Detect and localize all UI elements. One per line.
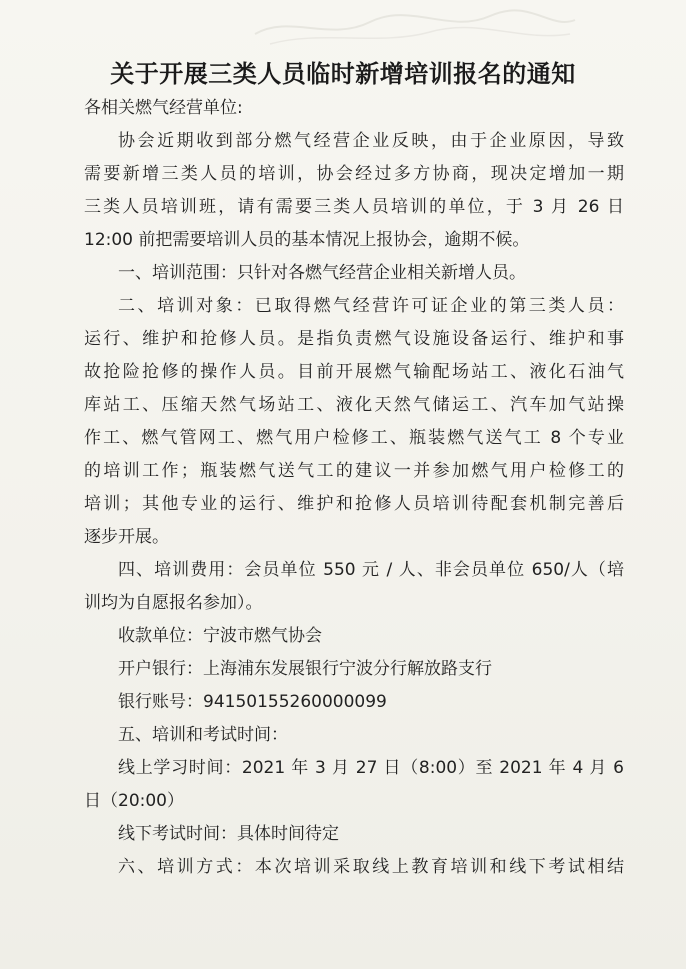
bank-name: 开户银行：上海浦东发展银行宁波分行解放路支行 — [118, 659, 492, 679]
document-title: 关于开展三类人员临时新增培训报名的通知 — [110, 59, 576, 88]
paragraph-line: 训均为自愿报名参加）。 — [84, 593, 263, 613]
offline-exam-time: 线下考试时间：具体时间待定 — [118, 824, 339, 844]
salutation: 各相关燃气经营单位: — [84, 98, 243, 118]
paragraph-line: 运行、维护和抢修人员。是指负责燃气设施设备运行、维护和事 — [84, 329, 624, 349]
paragraph-line: 需要新增三类人员的培训，协会经过多方协商，现决定增加一期 — [84, 164, 624, 184]
paragraph-line: 故抢险抢修的操作人员。目前开展燃气输配场站工、液化石油气 — [84, 362, 624, 382]
paragraph-line: 逐步开展。 — [84, 527, 169, 547]
bleed-through-mark — [250, 4, 580, 48]
paragraph-line: 培训；其他专业的运行、维护和抢修人员培训待配套机制完善后 — [84, 494, 624, 514]
section-method: 六、培训方式：本次培训采取线上教育培训和线下考试相结 — [118, 857, 624, 877]
bank-account: 银行账号：94150155260000099 — [118, 692, 387, 712]
paragraph-line: 库站工、压缩天然气场站工、液化天然气储运工、汽车加气站操 — [84, 395, 624, 415]
paragraph-line: 协会近期收到部分燃气经营企业反映，由于企业原因，导致 — [118, 131, 624, 151]
section-schedule: 五、培训和考试时间： — [118, 725, 288, 745]
paragraph-line: 三类人员培训班，请有需要三类人员培训的单位，于 3 月 26 日 — [84, 197, 624, 217]
paragraph-line: 作工、燃气管网工、燃气用户检修工、瓶装燃气送气工 8 个专业 — [84, 428, 624, 448]
online-study-time: 线上学习时间：2021 年 3 月 27 日（8:00）至 2021 年 4 月 6 — [118, 758, 624, 778]
paragraph-line: 日（20:00） — [84, 791, 184, 811]
section-fees: 四、培训费用：会员单位 550 元 / 人、非会员单位 650/人（培 — [118, 560, 624, 580]
paragraph-line: 12:00 前把需要培训人员的基本情况上报协会，逾期不候。 — [84, 230, 530, 250]
paragraph-line: 的培训工作；瓶装燃气送气工的建议一并参加燃气用户检修工的 — [84, 461, 624, 481]
section-scope: 一、培训范围：只针对各燃气经营企业相关新增人员。 — [118, 263, 526, 283]
payee: 收款单位：宁波市燃气协会 — [118, 626, 322, 646]
document-body — [84, 92, 624, 884]
section-target: 二、培训对象：已取得燃气经营许可证企业的第三类人员： — [118, 296, 624, 316]
